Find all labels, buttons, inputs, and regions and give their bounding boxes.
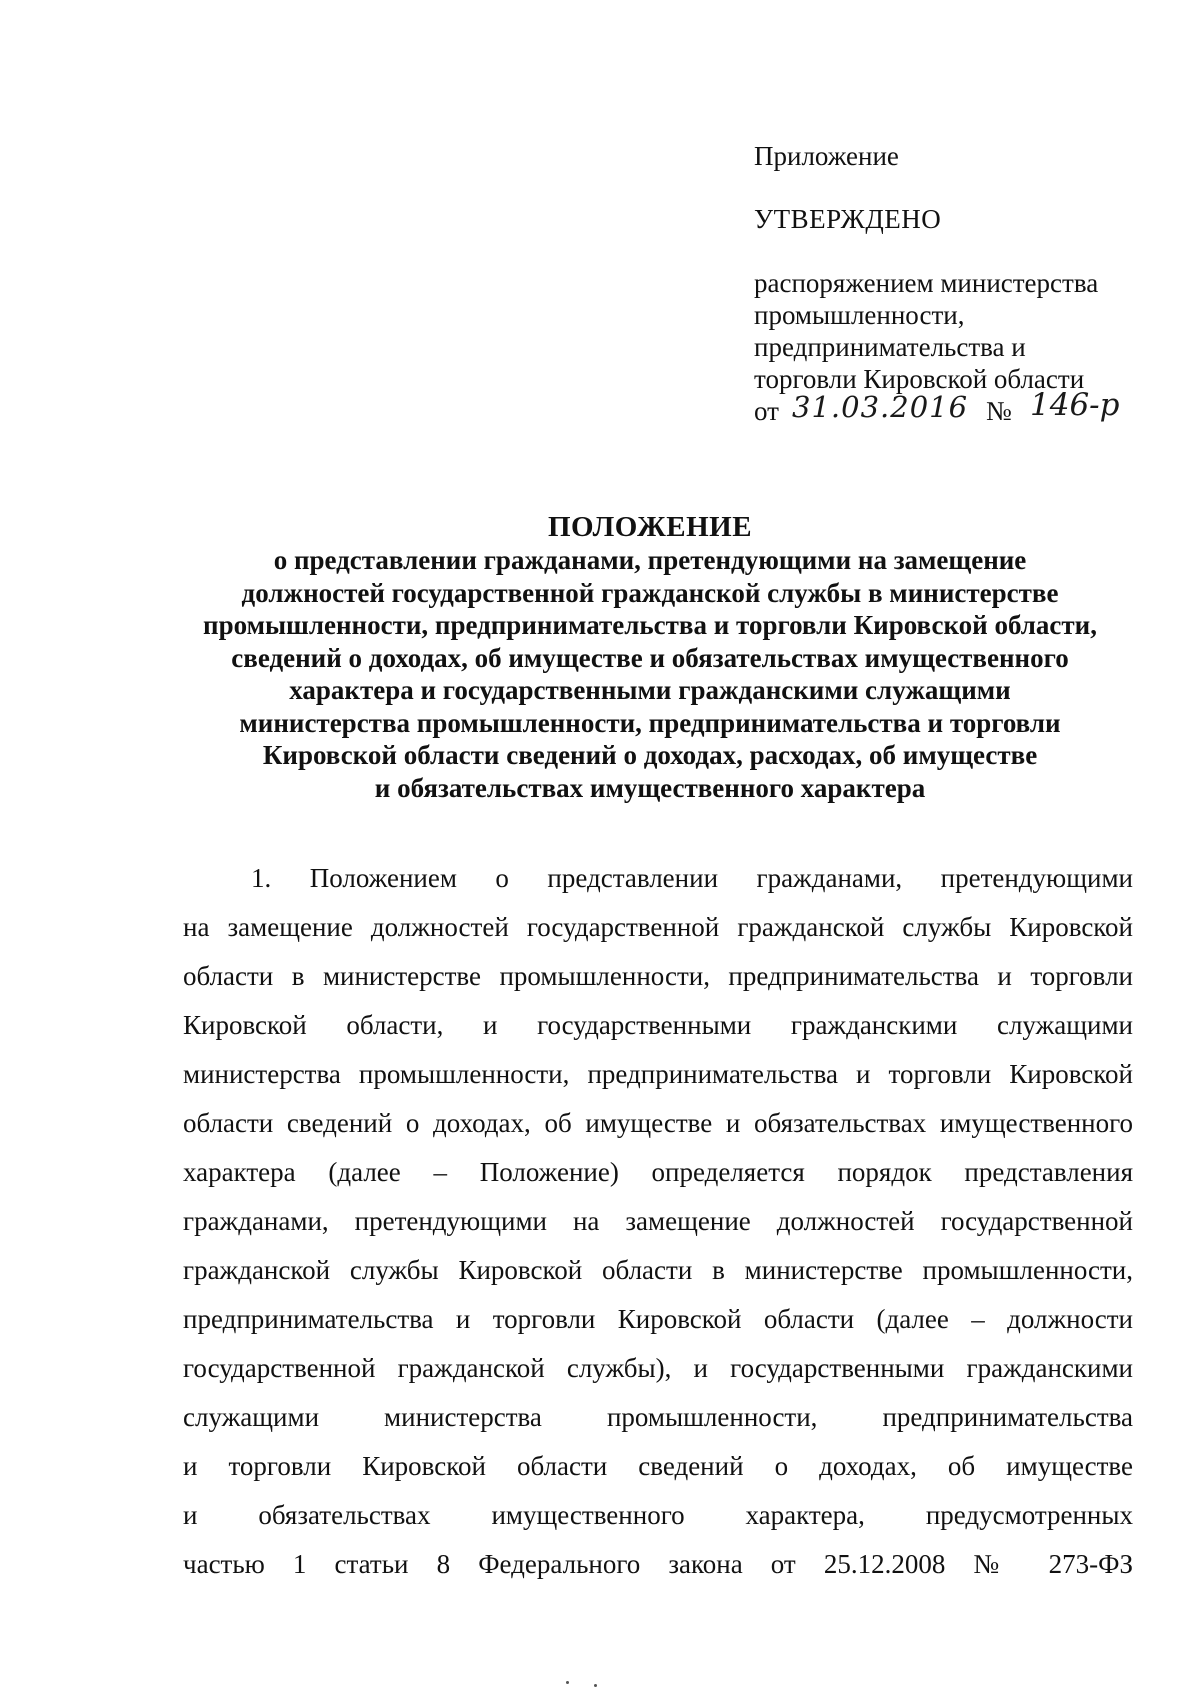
title-subtitle-line: министерства промышленности, предпринимательства и торговли: [239, 707, 1061, 738]
handwritten-date: 31.03.2016: [792, 390, 969, 424]
body-line: предпринимательства и торговли Кировской области (далее – должности: [183, 1304, 1133, 1334]
scan-artifact: [594, 1684, 597, 1687]
body-line: и обязательствах имущественного характера, предусмотренных: [183, 1500, 1133, 1530]
body-paragraph: [183, 858, 1133, 1593]
body-line: гражданской службы Кировской области в министерстве промышленности,: [183, 1255, 1133, 1285]
body-line: частью 1 статьи 8 Федерального закона от 25.12.2008 № 273-ФЗ: [183, 1549, 1133, 1579]
body-line: служащими министерства промышленности, предпринимательства: [183, 1402, 1133, 1432]
body-line: 1. Положением о представлении гражданами, претендующими: [251, 863, 1133, 893]
body-line: характера (далее – Положение) определяется порядок представления: [183, 1157, 1133, 1187]
body-line: области сведений о доходах, об имуществе и обязательствах имущественного: [183, 1108, 1133, 1138]
document-title: ПОЛОЖЕНИЕ: [547, 511, 753, 543]
title-subtitle-line: должностей государственной гражданской службы в министерстве: [241, 577, 1059, 608]
number-label: №: [986, 396, 1012, 426]
order-reference: [754, 387, 1154, 431]
body-line: гражданами, претендующими на замещение должностей государственной: [183, 1206, 1133, 1236]
handwritten-number: 146-р: [1030, 387, 1120, 423]
annex-label: Приложение: [754, 141, 899, 171]
issuer-line: распоряжением министерства: [754, 268, 1099, 298]
document-title-block: [150, 510, 1150, 804]
issuer-line: торговли Кировской области: [754, 364, 1085, 394]
scan-artifact: [566, 1681, 569, 1684]
title-subtitle-line: промышленности, предпринимательства и торговли Кировской области,: [203, 610, 1097, 640]
body-line: на замещение должностей государственной гражданской службы Кировской: [183, 912, 1133, 942]
issuer-text: [754, 267, 1154, 395]
approval-block: [754, 140, 1154, 431]
issuer-line: промышленности,: [754, 300, 965, 330]
approved-stamp-label: УТВЕРЖДЕНО: [754, 204, 942, 234]
title-subtitle-line: сведений о доходах, об имуществе и обязательствах имущественного: [231, 642, 1069, 673]
from-label: от: [754, 396, 779, 426]
title-subtitle-line: характера и государственными гражданскими служащими: [289, 675, 1011, 705]
body-line: области в министерстве промышленности, предпринимательства и торговли: [183, 961, 1133, 991]
body-line: государственной гражданской службы), и государственными гражданскими: [183, 1353, 1133, 1383]
body-line: и торговли Кировской области сведений о доходах, об имуществе: [183, 1451, 1133, 1481]
body-line: Кировской области, и государственными гражданскими служащими: [183, 1010, 1133, 1040]
title-subtitle-line: о представлении гражданами, претендующими на замещение: [273, 545, 1027, 575]
body-line: министерства промышленности, предпринимательства и торговли Кировской: [183, 1059, 1133, 1089]
title-subtitle-line: Кировской области сведений о доходах, расходах, об имуществе: [262, 740, 1038, 770]
issuer-line: предпринимательства и: [754, 332, 1026, 362]
title-subtitle-line: и обязательствах имущественного характера: [374, 772, 926, 803]
